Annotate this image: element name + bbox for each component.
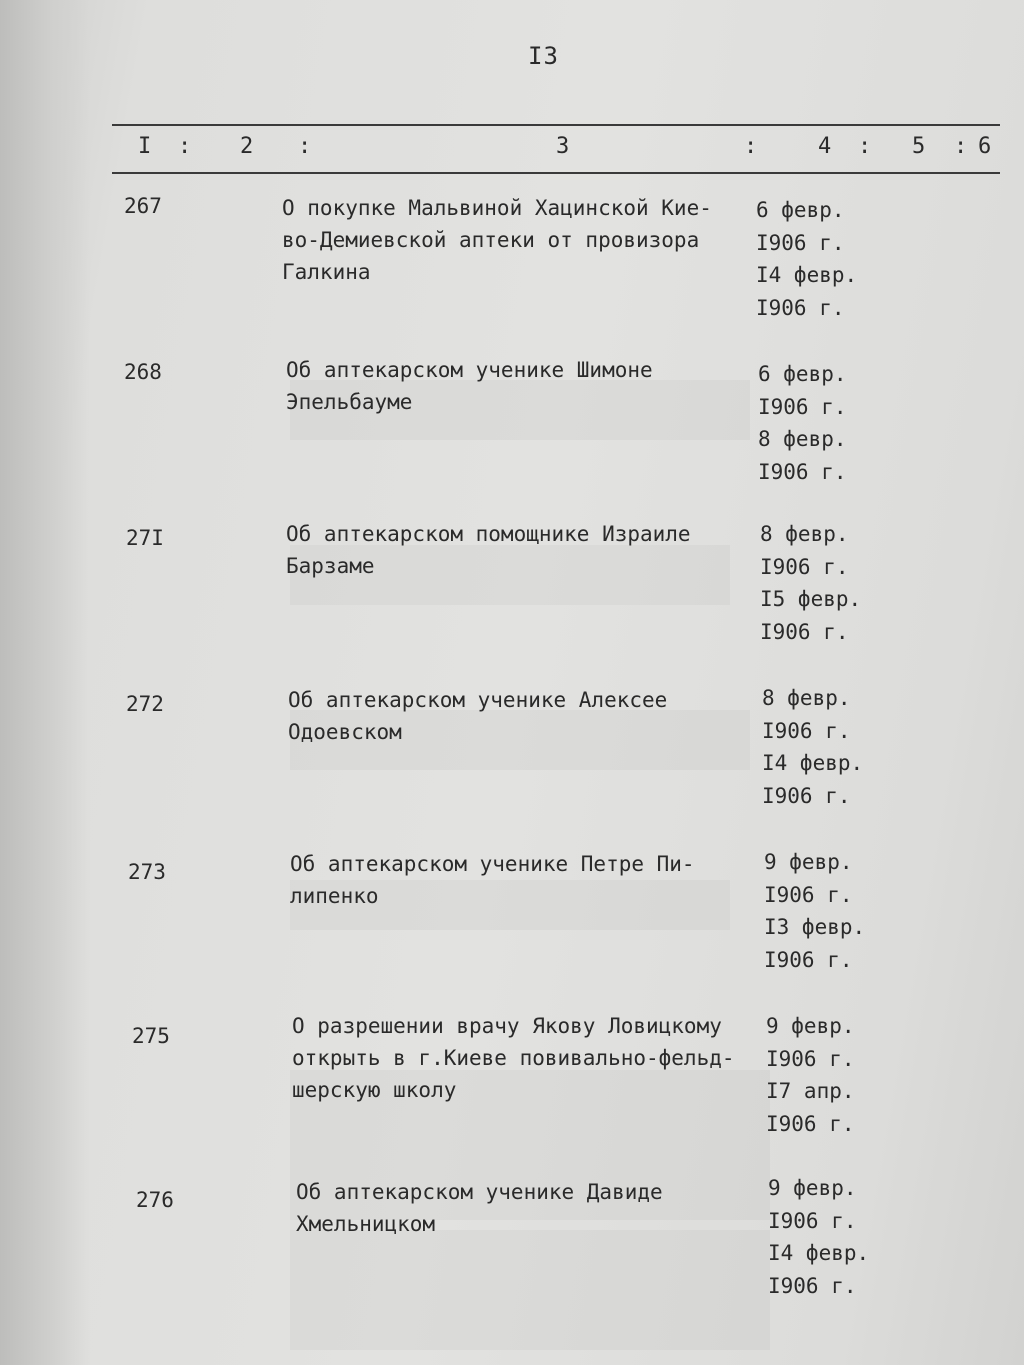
entry-subject (296, 1176, 663, 1240)
date-line: I5 февр. (760, 587, 862, 611)
entry-subject (282, 192, 712, 288)
subject-line: во-Демиевской аптеки от провизора (282, 228, 700, 252)
entry-number: 276 (136, 1188, 174, 1212)
subject-line: Об аптекарском ученике Давиде (296, 1180, 663, 1204)
entry-number: 272 (126, 692, 164, 716)
subject-line: Хмельницком (296, 1212, 436, 1236)
date-line: 9 февр. (768, 1176, 857, 1200)
subject-line: Об аптекарском помощнике Израиле (286, 522, 691, 546)
entry-number: 273 (128, 860, 166, 884)
date-line: I906 г. (762, 783, 851, 808)
date-line: I906 г. (758, 394, 847, 419)
date-line: I906 г. (762, 718, 851, 743)
entry-dates (760, 518, 861, 648)
date-line: 6 февр. (756, 198, 845, 222)
subject-line: открыть в г.Киеве повивально-фельд- (292, 1046, 735, 1070)
entry-subject (290, 848, 695, 912)
column-separator: : (178, 134, 192, 159)
entry-subject (286, 518, 691, 582)
column-separator: : (858, 134, 872, 159)
date-line: I906 г. (758, 459, 847, 484)
subject-line: Об аптекарском ученике Петре Пи- (290, 852, 695, 876)
date-line: I906 г. (756, 295, 845, 320)
column-separator: : (954, 134, 968, 159)
subject-line: Галкина (282, 260, 371, 284)
column-separator: : (298, 134, 312, 159)
entry-dates (764, 846, 865, 976)
subject-line: Об аптекарском ученике Шимоне (286, 358, 653, 382)
entry-subject (292, 1010, 735, 1106)
column-header-1: I (138, 134, 152, 159)
date-line: 6 февр. (758, 362, 847, 386)
header-rule-bottom (112, 172, 1000, 174)
date-line: I906 г. (756, 230, 845, 255)
entry-dates (758, 358, 847, 488)
entry-subject (286, 354, 653, 418)
subject-line: шерскую школу (292, 1078, 457, 1102)
date-line: 9 февр. (766, 1014, 855, 1038)
date-line: I4 февр. (756, 263, 858, 287)
entry-number: 27I (126, 526, 164, 550)
date-line: I906 г. (764, 947, 853, 972)
date-line: I906 г. (768, 1273, 857, 1298)
column-header-3: 3 (556, 134, 570, 159)
page-number: I3 (528, 42, 559, 70)
date-line: I3 февр. (764, 915, 866, 939)
date-line: I906 г. (760, 619, 849, 644)
show-through-mark (290, 1230, 770, 1350)
entry-dates (768, 1172, 869, 1302)
entry-number: 275 (132, 1024, 170, 1048)
binding-shadow (0, 0, 90, 1365)
date-line: I4 февр. (762, 751, 864, 775)
entry-subject (288, 684, 667, 748)
date-line: I906 г. (766, 1046, 855, 1071)
date-line: I906 г. (760, 554, 849, 579)
subject-line: Одоевском (288, 720, 402, 744)
subject-line: О разрешении врачу Якову Ловицкому (292, 1014, 722, 1038)
date-line: I906 г. (764, 882, 853, 907)
subject-line: Эпельбауме (286, 390, 413, 414)
header-rule-top (112, 124, 1000, 126)
column-header-2: 2 (240, 134, 254, 159)
subject-line: О покупке Мальвиной Хацинской Кие- (282, 196, 712, 220)
date-line: I906 г. (768, 1208, 857, 1233)
date-line: 8 февр. (760, 522, 849, 546)
date-line: 8 февр. (758, 427, 847, 451)
date-line: 8 февр. (762, 686, 851, 710)
date-line: 9 февр. (764, 850, 853, 874)
entry-dates (762, 682, 863, 812)
entry-number: 268 (124, 360, 162, 384)
column-header-4: 4 (818, 134, 832, 159)
column-separator: : (744, 134, 758, 159)
entry-number: 267 (124, 194, 162, 218)
subject-line: Об аптекарском ученике Алексее (288, 688, 668, 712)
column-header-5: 5 (912, 134, 926, 159)
date-line: I7 апр. (766, 1079, 855, 1103)
date-line: I906 г. (766, 1111, 855, 1136)
subject-line: липенко (290, 884, 379, 908)
column-header-6: 6 (978, 134, 992, 159)
date-line: I4 февр. (768, 1241, 870, 1265)
entry-dates (756, 194, 857, 324)
subject-line: Барзаме (286, 554, 375, 578)
entry-dates (766, 1010, 855, 1140)
